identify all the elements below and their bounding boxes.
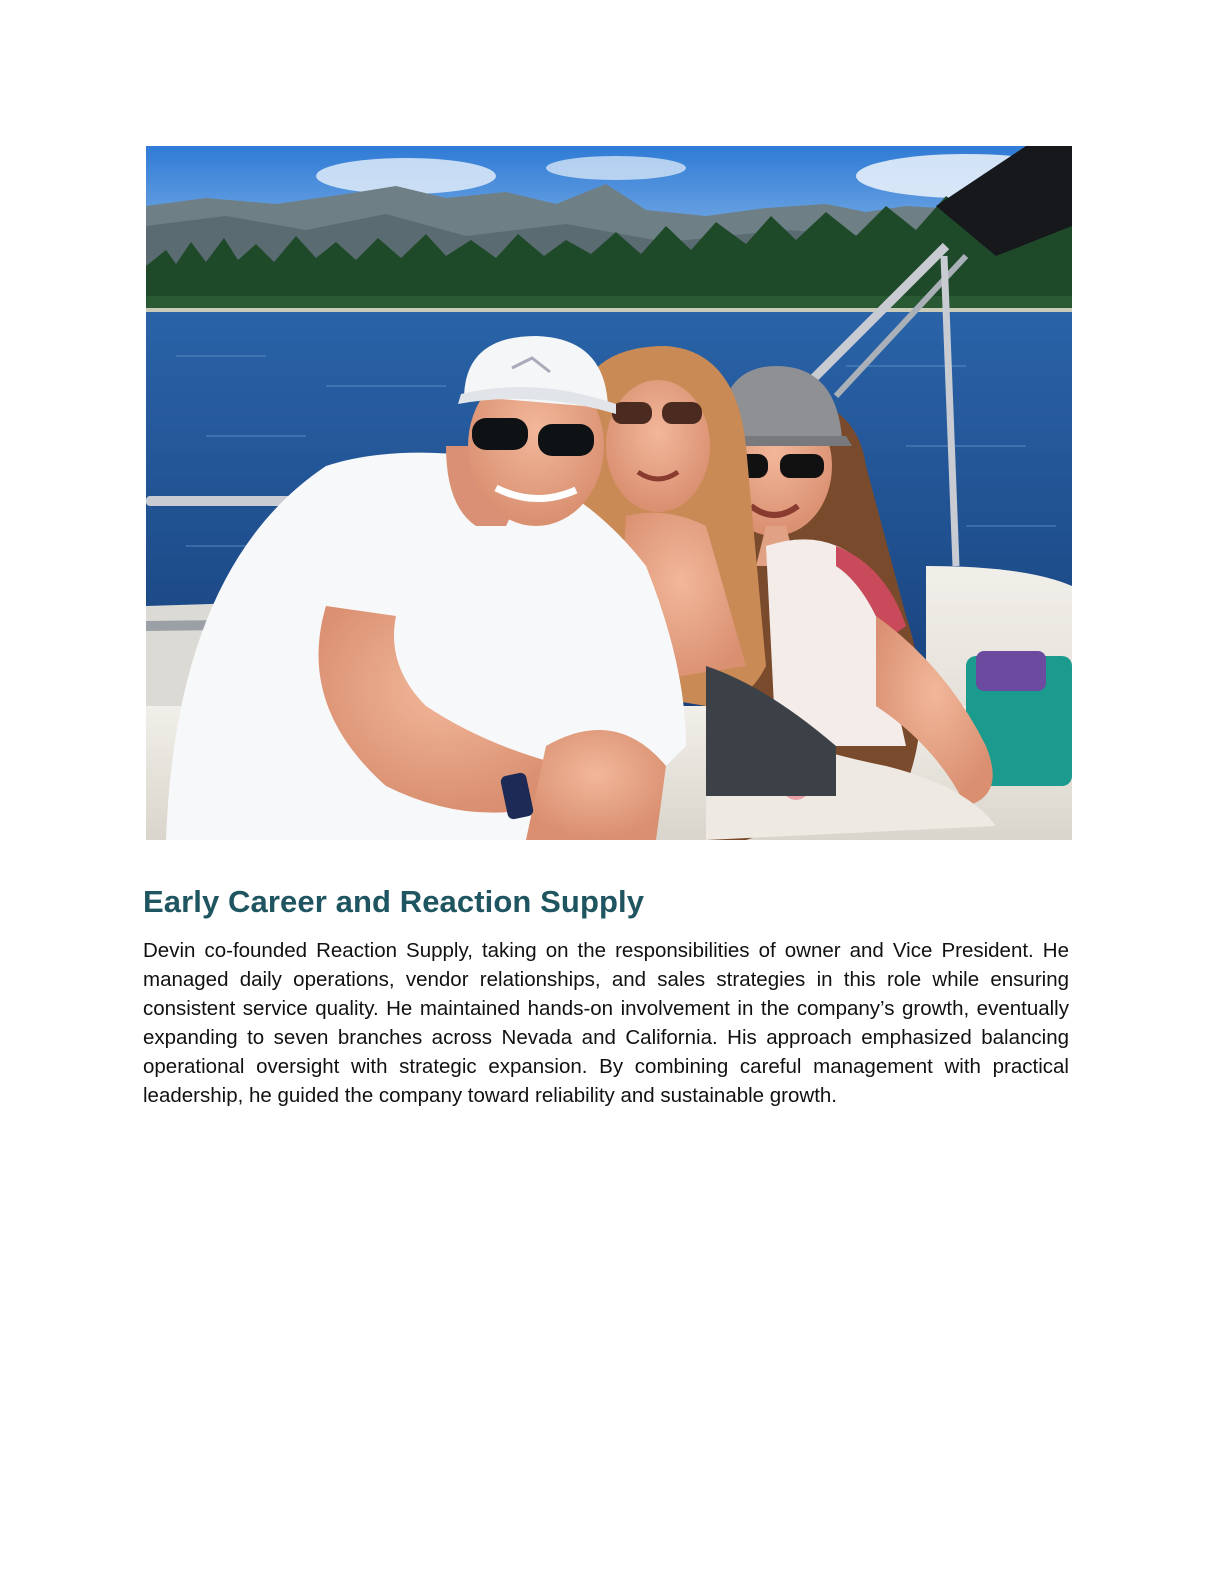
boat-photo-illustration <box>146 146 1072 840</box>
cloud <box>546 156 686 180</box>
boat-photo <box>146 146 1072 840</box>
section-paragraph: Devin co-founded Reaction Supply, taking on the responsibilities of owner and Vice President. He managed daily operations, vendor relationships, and sales strategies in this role while ensuring consistent service quality. He maintained hands-on involvement in the company’s growth, eventually expanding to seven branches across Nevada and California. His approach emphasized balancing operational oversight with strategic expansion. By combining careful management with practical leadership, he guided the company toward reliability and sustainable growth. <box>143 939 1069 1107</box>
towel <box>976 651 1046 691</box>
section-heading: Early Career and Reaction Supply <box>143 884 645 919</box>
